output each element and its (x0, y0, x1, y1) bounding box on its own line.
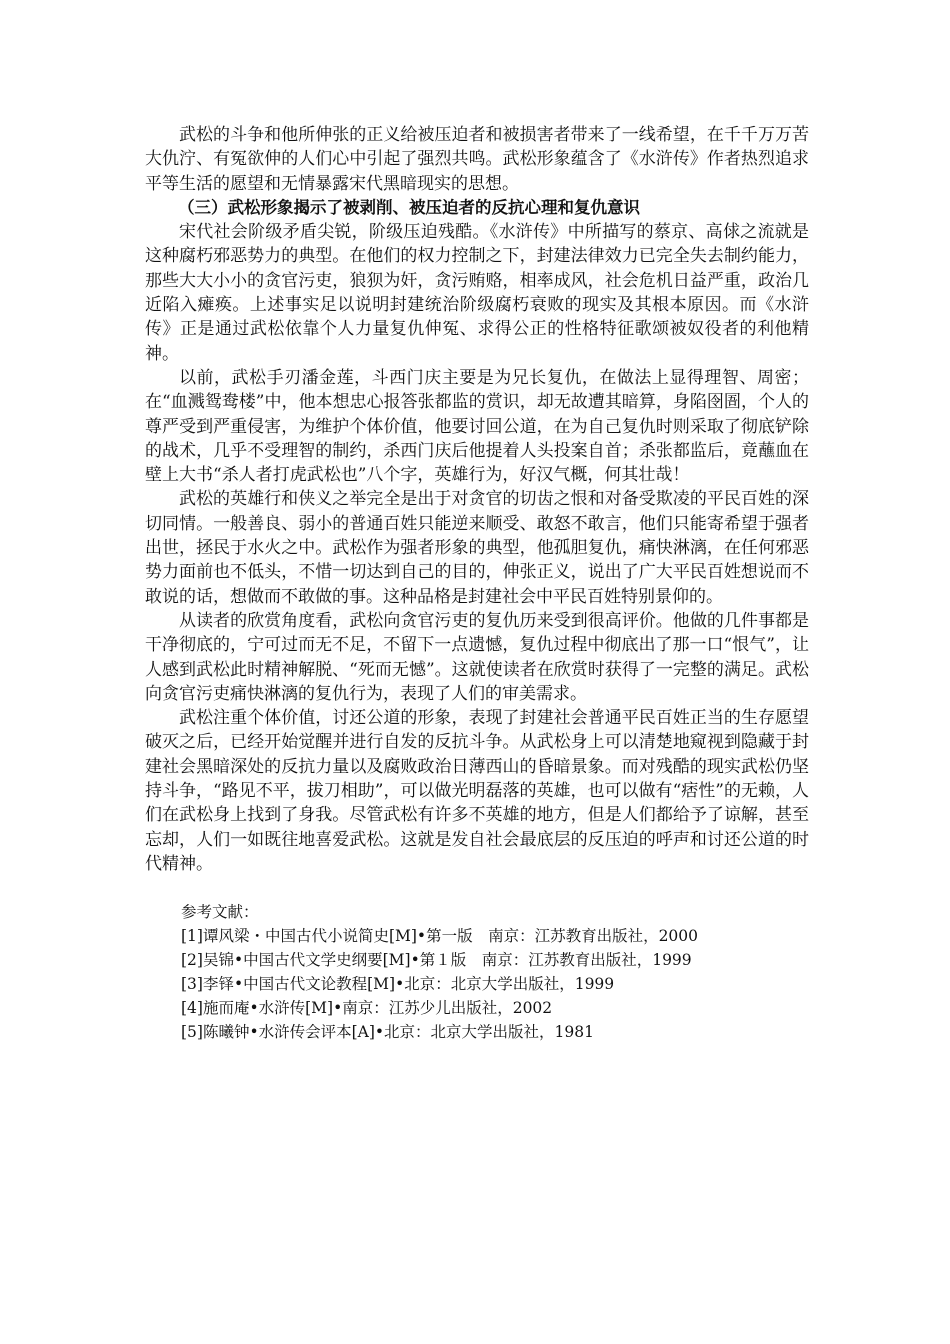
document-page (145, 123, 809, 1044)
reference-item: [3]李铎•中国古代文论教程[M]•北京：北京大学出版社，1999 (181, 975, 615, 994)
references-section (145, 900, 809, 1044)
body-paragraph: 以前，武松手刃潘金莲，斗西门庆主要是为兄长复仇，在做法上显得理智、周密；在“血溅鸳鸯楼”中，他本想忠心报答张都监的赏识，却无故遭其暗算，身陷囹圄，个人的尊严受到严重侵害，为维护个体价值，他要讨回公道，在为自己复仇时则采取了彻底铲除的战术，几乎不受理智的制约，杀西门庆后他提着人头投案自首；杀张都监后，竟蘸血在壁上大书“杀人者打虎武松也”八个字，英雄行为，好汉气概，何其壮哉！ (145, 367, 809, 486)
body-paragraph: 从读者的欣赏角度看，武松向贪官污吏的复仇历来受到很高评价。他做的几件事都是干净彻底的，宁可过而无不足，不留下一点遗憾，复仇过程中彻底出了那一口“恨气”，让人感到武松此时精神解脱、“死而无憾”。这就使读者在欣赏时获得了一完整的满足。武松向贪官污吏痛快淋漓的复仇行为，表现了人们的审美需求。 (145, 610, 809, 704)
body-paragraph: 宋代社会阶级矛盾尖锐，阶级压迫残酷。《水浒传》中所描写的蔡京、高俅之流就是这种腐朽邪恶势力的典型。在他们的权力控制之下，封建法律效力已完全失去制约能力，那些大大小小的贪官污吏，狼狈为奸，贪污贿赂，相率成风，社会危机日益严重，政治几近陷入瘫痪。上述事实足以说明封建统治阶级腐朽衰败的现实及其根本原因。而《水浒传》正是通过武松依靠个人力量复仇伸冤、求得公正的性格特征歌颂被奴役者的利他精神。 (145, 222, 809, 364)
section-heading: （三）武松形象揭示了被剥削、被压迫者的反抗心理和复仇意识 (178, 197, 640, 217)
body-paragraph: 武松的斗争和他所伸张的正义给被压迫者和被损害者带来了一线希望，在千千万万苦大仇泞、有冤欲伸的人们心中引起了强烈共鸣。武松形象蕴含了《水浒传》作者热烈追求平等生活的愿望和无情暴露宋代黑暗现实的思想。 (145, 125, 809, 194)
body-paragraph: 武松注重个体价值，讨还公道的形象，表现了封建社会普通平民百姓正当的生存愿望破灭之后，已经开始觉醒并进行自发的反抗斗争。从武松身上可以清楚地窥视到隐藏于封建社会黑暗深处的反抗力量以及腐败政治日薄西山的昏暗景象。而对残酷的现实武松仍坚持斗争，“路见不平，拔刀相助”，可以做光明磊落的英雄，也可以做有“痞性”的无赖，人们在武松身上找到了身我。尽管武松有许多不英雄的地方，但是人们都给予了谅解，甚至忘却，人们一如既往地喜爱武松。这就是发自社会最底层的反压迫的呼声和讨还公道的时代精神。 (145, 708, 809, 874)
reference-item: [1]谭风梁・中国古代小说简史[M]•第一版 南京：江苏教育出版社，2000 (181, 927, 699, 946)
body-paragraph: 武松的英雄行和侠义之举完全是出于对贪官的切齿之恨和对备受欺凌的平民百姓的深切同情。一般善良、弱小的普通百姓只能逆来顺受、敢怒不敢言，他们只能寄希望于强者出世，拯民于水火之中。武松作为强者形象的典型，他孤胆复仇，痛快淋漓，在任何邪恶势力面前也不低头，不惜一切达到自己的目的，伸张正义，说出了广大平民百姓想说而不敢说的话，想做而不敢做的事。这种品格是封建社会中平民百姓特别景仰的。 (145, 489, 809, 607)
reference-list (181, 924, 809, 1044)
reference-item: [4]施而庵•水浒传[M]•南京：江苏少儿出版社，2002 (181, 999, 553, 1018)
reference-item: [5]陈曦钟•水浒传会评本[A]•北京：北京大学出版社，1981 (181, 1023, 594, 1042)
references-title: 参考文献： (181, 903, 259, 922)
reference-item: [2]吴锦•中国古代文学史纲要[M]•第１版 南京：江苏教育出版社，1999 (181, 951, 692, 970)
